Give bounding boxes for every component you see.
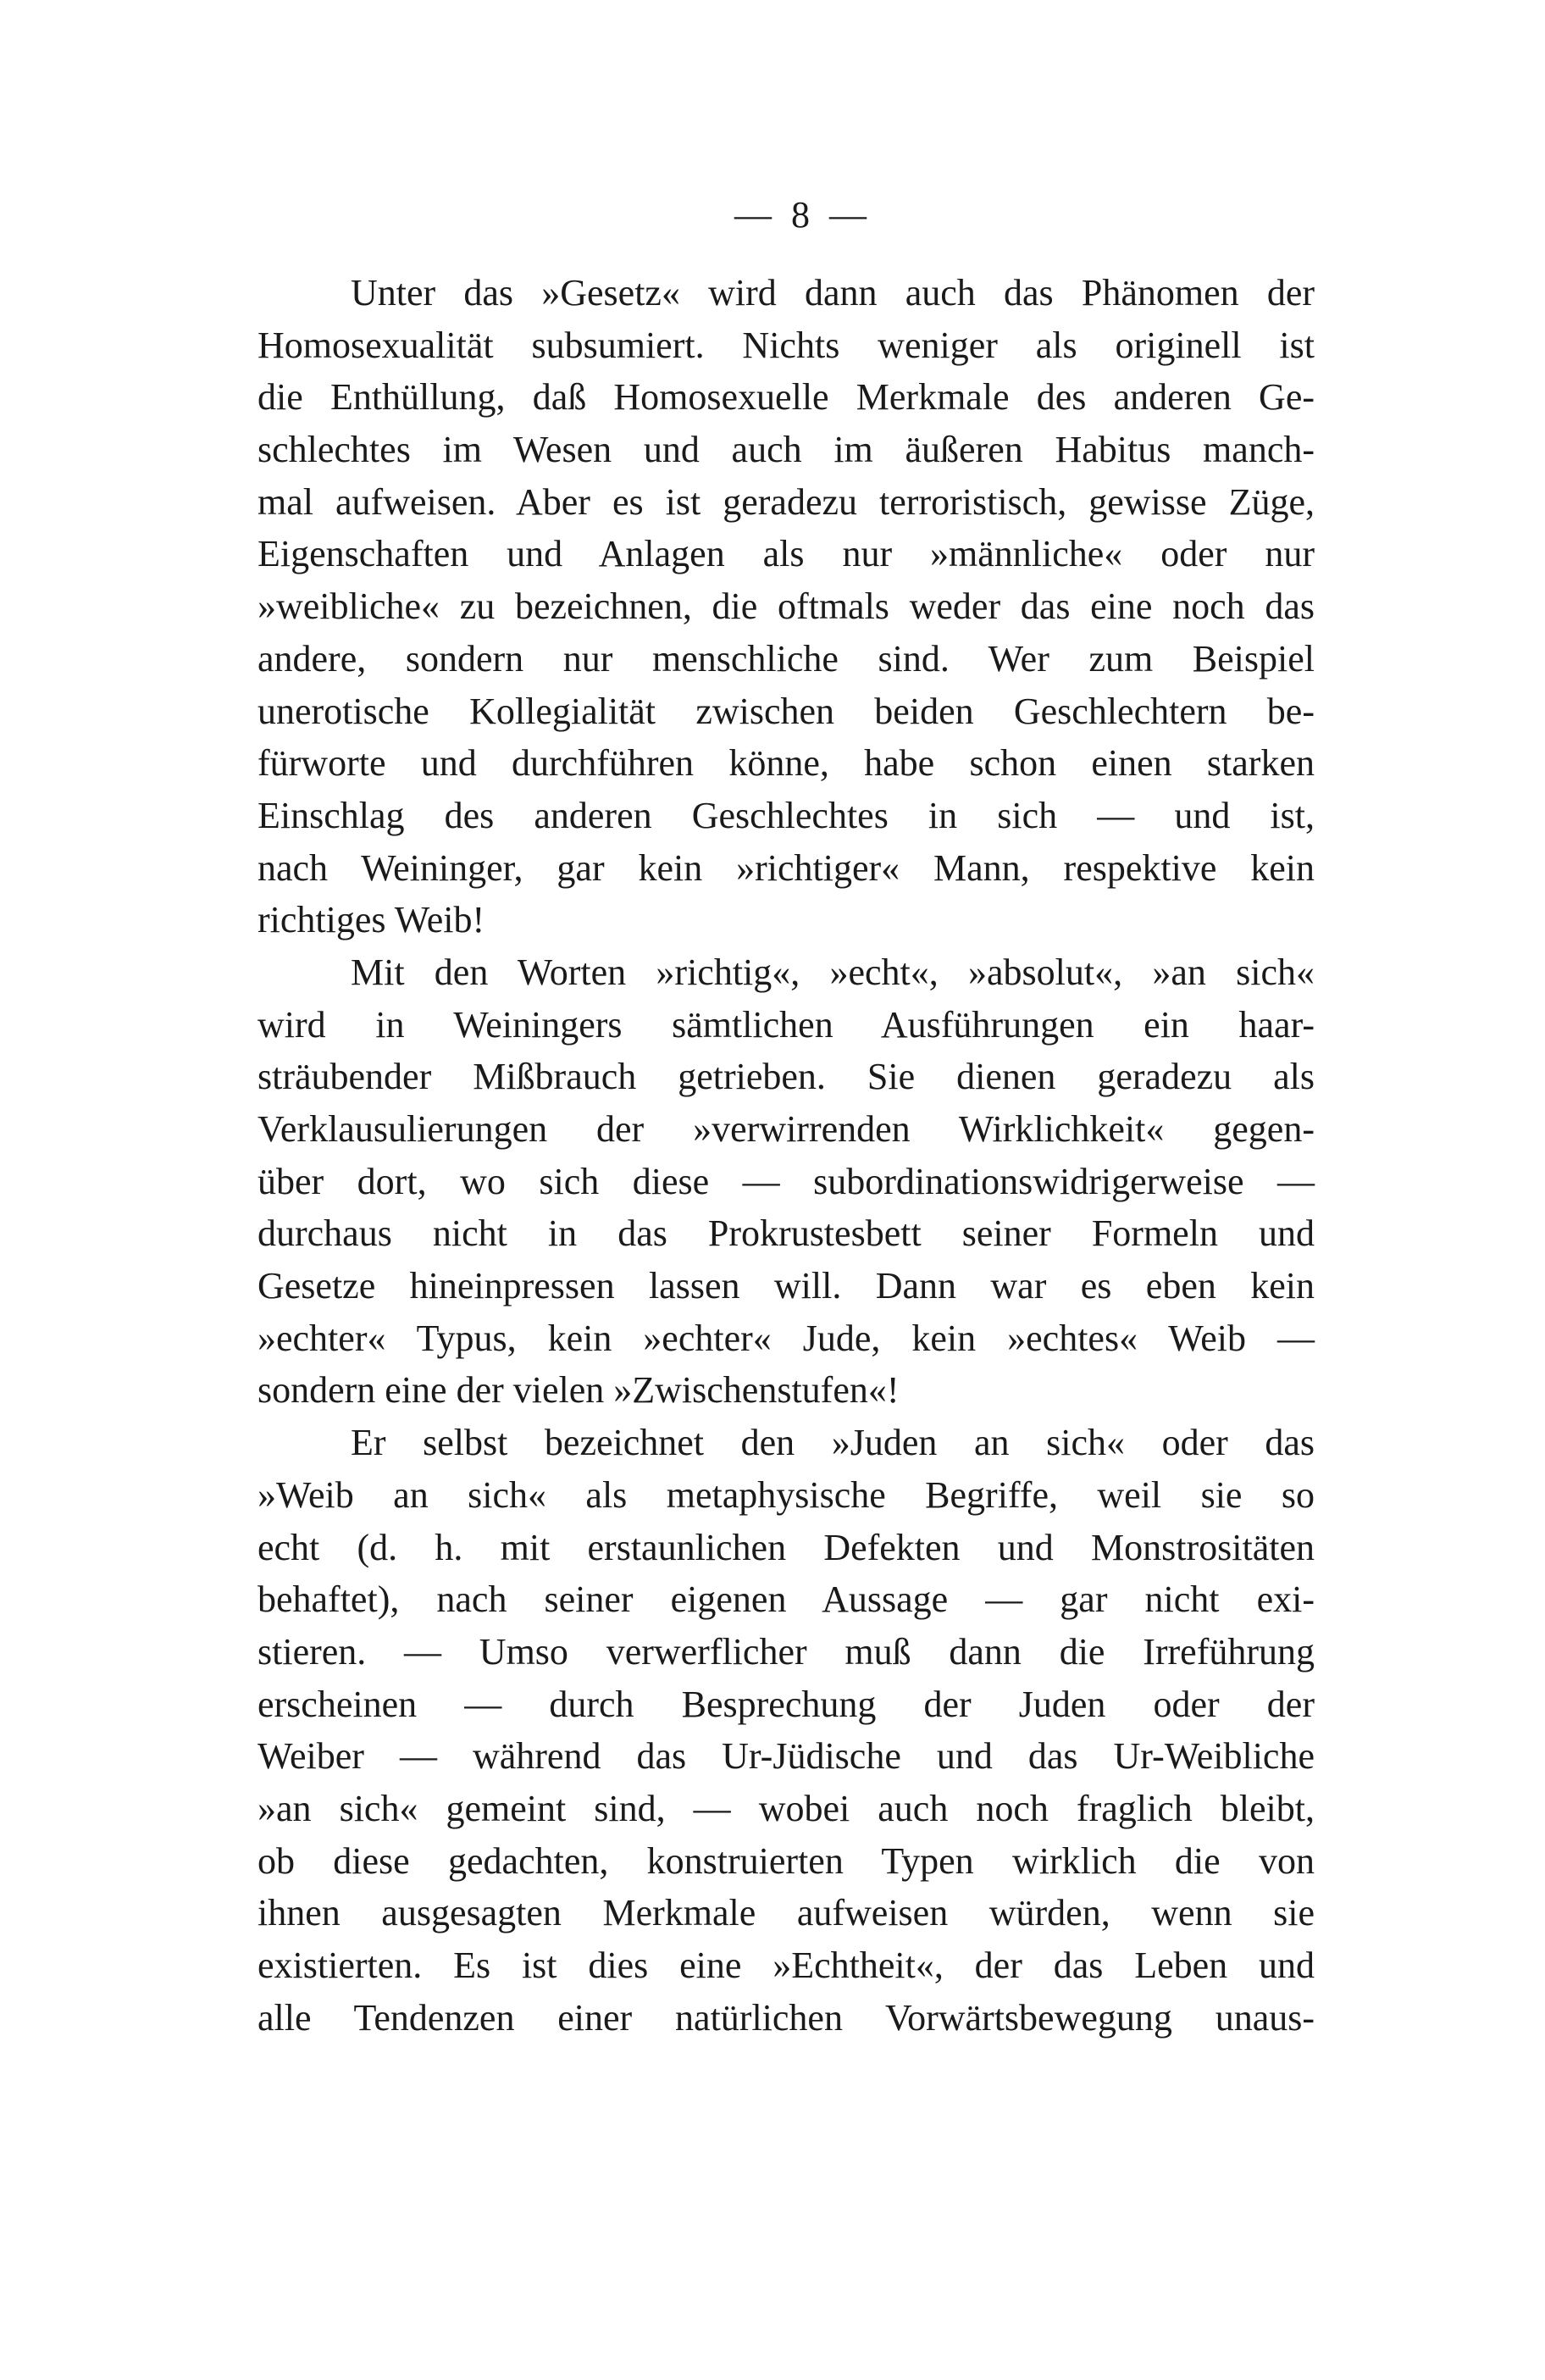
text-line: alle Tendenzen einer natürlichen Vorwärtsbewegung unaus- [258,1996,1315,2039]
text-line: sondern eine der vielen »Zwischenstufen«! [258,1369,900,1412]
text-line: über dort, wo sich diese — subordinationswidrigerweise — [258,1160,1315,1202]
text-line: sträubender Mißbrauch getrieben. Sie dienen geradezu als [258,1056,1315,1098]
text-line: »weibliche« zu bezeichnen, die oftmals weder das eine noch das [258,585,1315,628]
text-line: behaftet), nach seiner eigenen Aussage — gar nicht exi- [258,1578,1315,1621]
text-line: durchaus nicht in das Prokrustesbett seiner Formeln und [258,1212,1315,1255]
text-line: Einschlag des anderen Geschlechtes in sich — und ist, [258,794,1315,836]
text-line: »Weib an sich« als metaphysische Begriffe, weil sie so [258,1473,1315,1516]
text-line: die Enthüllung, daß Homosexuelle Merkmale des anderen Ge- [258,376,1315,419]
text-line: ihnen ausgesagten Merkmale aufweisen würden, wenn sie [258,1892,1315,1934]
text-line: richtiges Weib! [258,899,485,941]
text-line: fürworte und durchführen könne, habe schon einen starken [258,742,1315,785]
text-line: schlechtes im Wesen und auch im äußeren Habitus manch- [258,429,1315,471]
text-line: Verklausulierungen der »verwirrenden Wirklichkeit« gegen- [258,1108,1315,1150]
text-line: wird in Weiningers sämtlichen Ausführungen ein haar- [258,1003,1315,1046]
text-line: Eigenschaften und Anlagen als nur »männliche« oder nur [258,533,1315,575]
text-line: mal aufweisen. Aber es ist geradezu terroristisch, gewisse Züge, [258,480,1315,523]
text-line: ob diese gedachten, konstruierten Typen wirklich die von [258,1839,1315,1882]
text-line: unerotische Kollegialität zwischen beiden Geschlechtern be- [258,690,1315,732]
text-line: »an sich« gemeint sind, — wobei auch noch fraglich bleibt, [258,1787,1315,1829]
text-line: Weiber — während das Ur-Jüdische und das Ur-Weibliche [258,1735,1315,1778]
text-line: erscheinen — durch Besprechung der Juden oder der [258,1683,1315,1725]
text-line: Gesetze hineinpressen lassen will. Dann war es eben kein [258,1265,1315,1307]
text-line: Homosexualität subsumiert. Nichts weniger als originell ist [258,324,1315,366]
text-line: Unter das »Gesetz« wird dann auch das Phänomen der [351,272,1315,313]
page-number: — 8 — [734,194,872,236]
text-line: stieren. — Umso verwerflicher muß dann die Irreführung [258,1630,1315,1673]
text-line: Mit den Worten »richtig«, »echt«, »absolut«, »an sich« [351,951,1315,993]
text-line: echt (d. h. mit erstaunlichen Defekten und Monstrositäten [258,1526,1315,1568]
body-text [258,267,1315,2044]
text-line: nach Weininger, gar kein »richtiger« Mann, respektive kein [258,846,1315,889]
text-line: »echter« Typus, kein »echter« Jude, kein »echtes« Weib — [258,1317,1315,1359]
text-line: Er selbst bezeichnet den »Juden an sich« oder das [351,1422,1315,1464]
text-line: existierten. Es ist dies eine »Echtheit«, der das Leben und [258,1944,1315,1986]
text-line: andere, sondern nur menschliche sind. Wer zum Beispiel [258,637,1315,680]
